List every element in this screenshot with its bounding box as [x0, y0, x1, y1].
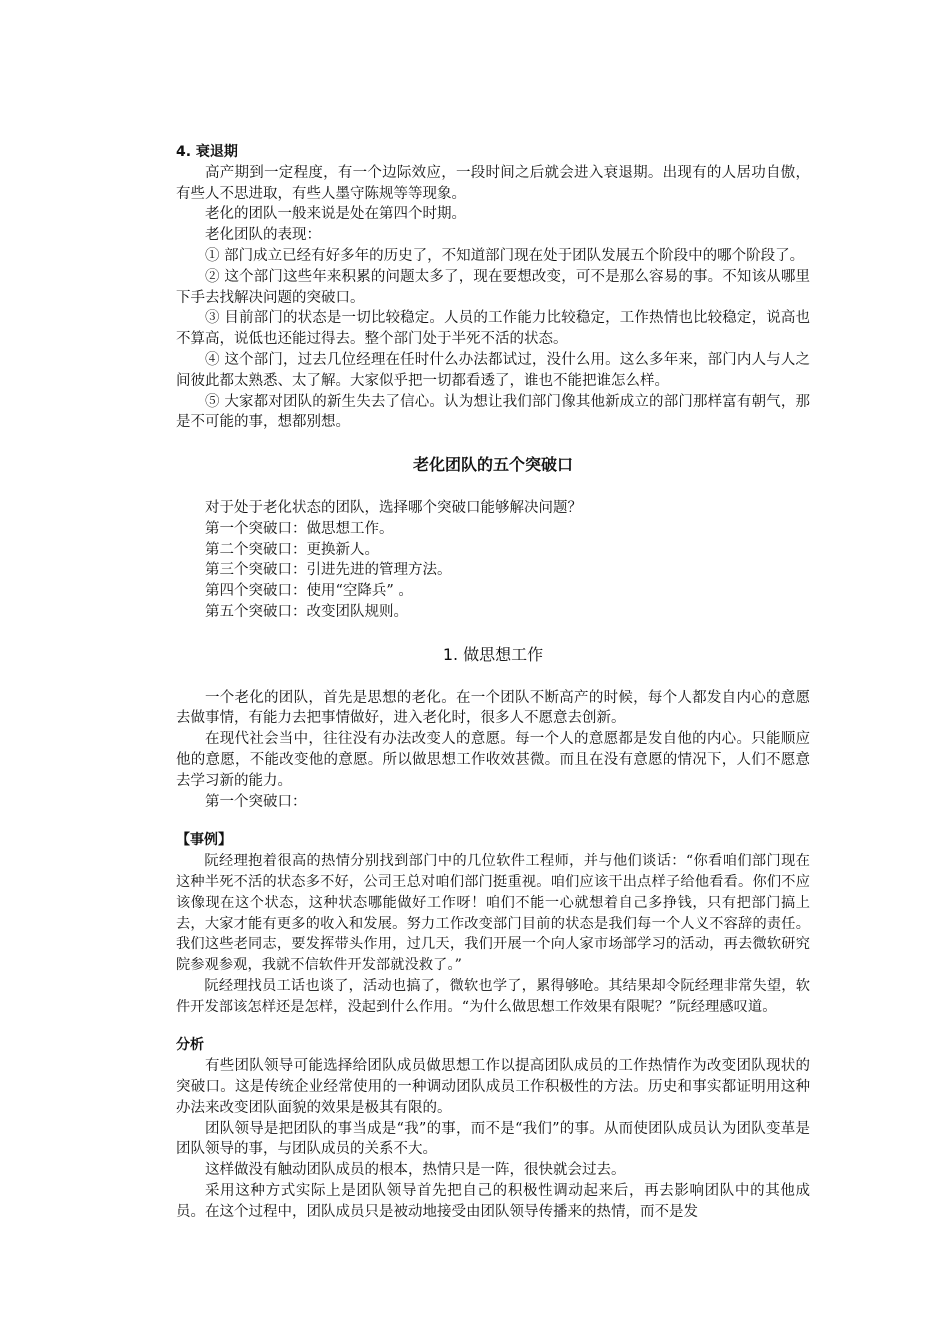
breakthroughs-heading: 老化团队的五个突破口 [412, 455, 573, 475]
list-item: ① 部门成立已经有好多年的历史了，不知道部门现在处于团队发展五个阶段中的哪个阶段了。 [205, 247, 805, 264]
breakthrough-intro: 对于处于老化状态的团队，选择哪个突破口能够解决问题？ [205, 499, 582, 516]
case-heading: 【事例】 [176, 832, 232, 849]
paragraph: 老化团队的表现： [205, 227, 321, 244]
paragraph: 有些团队领导可能选择给团队成员做思想工作以提高团队成员的工作热情作为改变团队现状的突破口。这是传统企业经常使用的一种调动团队成员工作积极性的方法。历史和事实都证明用这种办法来改变团队面貌的效果是极其有限的。 [176, 1058, 810, 1116]
paragraph: 第一个突破口： [205, 793, 307, 810]
list-item: ③ 目前部门的状态是一切比较稳定。人员的工作能力比较稳定，工作热情也比较稳定，说高也不算高，说低也还能过得去。整个部门处于半死不活的状态。 [176, 310, 810, 348]
paragraph: 阮经理抱着很高的热情分别找到部门中的几位软件工程师，并与他们谈话：“你看咱们部门现在这种半死不活的状态多不好，公司王总对咱们部门挺重视。咱们应该干出点样子给他看看。你们不应该像现在这个状态，这种状态哪能做好工作呀！咱们不能一心就想着自己多挣钱，只有把部门搞上去，大家才能有更多的收入和发展。努力工作改变部门目前的状态是我们每一个人义不容辞的责任。我们这些老同志，要发挥带头作用，过几天，我们开展一个向人家市场部学习的活动，再去微软研究院参观参观，我就不信软件开发部就没救了。” [176, 853, 810, 974]
list-item: ④ 这个部门，过去几位经理在任时什么办法都试过，没什么用。这么多年来，部门内人与人之间彼此都太熟悉、太了解。大家似乎把一切都看透了，谁也不能把谁怎么样。 [176, 351, 810, 389]
breakthrough-list [176, 498, 810, 623]
list-item: 第五个突破口：改变团队规则。 [205, 603, 408, 620]
list-item: 第一个突破口：做思想工作。 [205, 520, 394, 537]
list-item: 第四个突破口：使用“空降兵” 。 [205, 583, 413, 600]
paragraph: 高产期到一定程度，有一个边际效应，一段时间之后就会进入衰退期。出现有的人居功自傲，有些人不思进取，有些人墨守陈规等等现象。 [176, 164, 810, 202]
list-item: ② 这个部门这些年来积累的问题太多了，现在要想改变，可不是那么容易的事。不知该从哪里下手去找解决问题的突破口。 [176, 268, 810, 306]
list-item: 第二个突破口：更换新人。 [205, 541, 379, 558]
paragraph: 一个老化的团队，首先是思想的老化。在一个团队不断高产的时候，每个人都发自内心的意愿去做事情，有能力去把事情做好，进入老化时，很多人不愿意去创新。 [176, 689, 810, 727]
paragraph: 老化的团队一般来说是处在第四个时期。 [205, 206, 466, 223]
paragraph: 团队领导是把团队的事当成是“我”的事，而不是“我们”的事。从而使团队成员认为团队变革是团队领导的事，与团队成员的关系不大。 [176, 1120, 810, 1158]
list-item: 第三个突破口：引进先进的管理方法。 [205, 562, 452, 579]
list-item: ⑤ 大家都对团队的新生失去了信心。认为想让我们部门像其他新成立的部门那样富有朝气，那是不可能的事，想都别想。 [176, 393, 810, 431]
section-4-title: 4. 衰退期 [176, 144, 238, 160]
analysis-heading: 分析 [176, 1037, 204, 1054]
paragraph: 阮经理找员工话也谈了，活动也搞了，微软也学了，累得够呛。其结果却令阮经理非常失望，软件开发部该怎样还是怎样，没起到什么作用。“为什么做思想工作效果有限呢？”阮经理感叹道。 [176, 977, 810, 1015]
document-page [176, 142, 810, 1223]
part-1-heading: 1. 做思想工作 [442, 644, 544, 664]
paragraph: 采用这种方式实际上是团队领导首先把自己的积极性调动起来后，再去影响团队中的其他成员。在这个过程中，团队成员只是被动地接受由团队领导传播来的热情，而不是发 [176, 1183, 810, 1220]
paragraph: 在现代社会当中，往往没有办法改变人的意愿。每一个人的意愿都是发自他的内心。只能顺应他的意愿，不能改变他的意愿。所以做思想工作收效甚微。而且在没有意愿的情况下，人们不愿意去学习新的能力。 [176, 731, 810, 789]
paragraph: 这样做没有触动团队成员的根本，热情只是一阵，很快就会过去。 [205, 1162, 626, 1179]
